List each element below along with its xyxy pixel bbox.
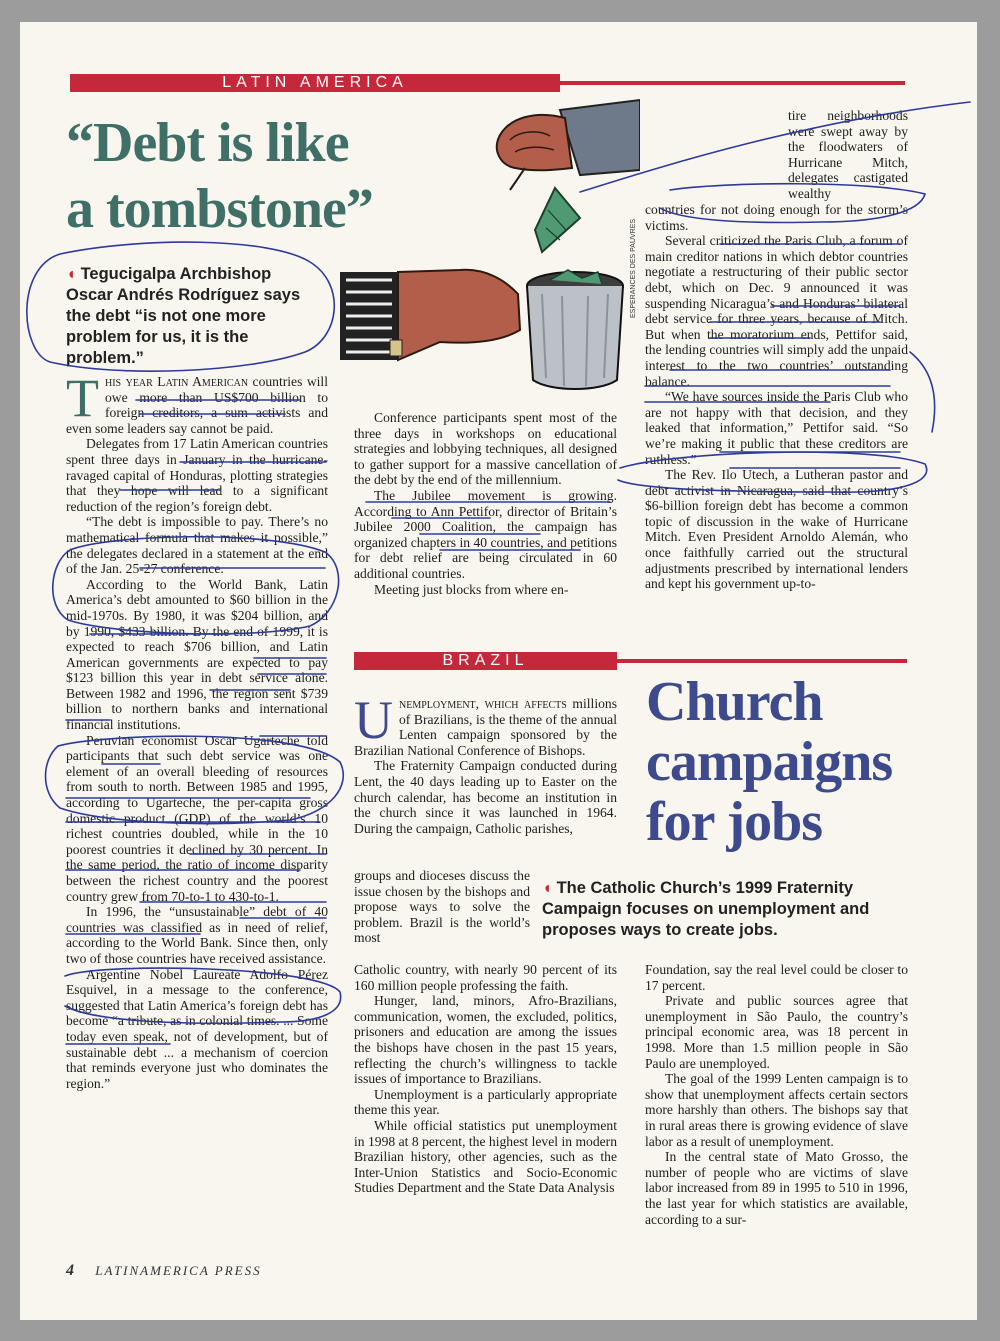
paragraph: In the central state of Mato Grosso, the number of people who are victims of slave labor increased from 89 in 1995 to 510 in 1996, the last year for which statistics are available, according to a sur-: [645, 1149, 908, 1227]
paragraph: The Fraternity Campaign conducted during Lent, the 40 days leading up to Easter on the church calendar, has become an institution in the church since it was launched in 1964. During the campaign, Catholic parishes,: [354, 758, 617, 836]
latin-column-3-top: [788, 108, 908, 202]
paragraph: Catholic country, with nearly 90 percent of its 160 million people professing the faith.: [354, 962, 617, 993]
paragraph: Meeting just blocks from where en-: [374, 581, 569, 597]
lower-hand-icon: [340, 270, 520, 360]
paragraph: Delegates from 17 Latin American countries spent three days in January in the hurricane-ravaged capital of Honduras, plotting strategies that they hope will lead to a significant reduction of the region’s foreign debt.: [66, 436, 328, 514]
paragraph: Hunger, land, minors, Afro-Brazilians, communication, women, the excluded, politics, prisoners and education are among the issues the bishops have chosen in the past 15 years, reflecting the church’s willingness to tackle issues of importance to Brazilians.: [354, 993, 617, 1087]
paragraph: tire neighborhoods were swept away by the floodwaters of Hurricane Mitch, delegates castigated wealthy: [788, 108, 908, 201]
lead-smallcaps: his year Latin American: [105, 374, 249, 389]
dropcap: U: [354, 690, 393, 750]
latin-column-2: [354, 410, 617, 597]
paragraph: Private and public sources agree that unemployment in São Paulo, the country’s principal economic area, was 18 percent in 1998. More than 1.5 million people in São Paulo are unemployed.: [645, 993, 908, 1071]
section-band-latin-america: LATIN AMERICA: [70, 74, 560, 92]
lead-smallcaps: nemployment, which affects: [399, 696, 567, 711]
section-rule: [617, 659, 907, 663]
dek-text: Tegucigalpa Archbishop Oscar Andrés Rodríguez says the debt “is not one more problem for us, it is the problem.”: [66, 265, 301, 367]
ink-bracket-right: [910, 352, 935, 432]
publication-name: LATINAMERICA PRESS: [95, 1263, 262, 1278]
latin-column-1: [66, 368, 328, 1091]
headline-line-2: campaigns: [646, 731, 893, 793]
lead-paragraph: [354, 690, 617, 758]
dek-latin-america: [66, 264, 306, 369]
illustration-credit: ESPERANCES DES PAUVRES: [630, 218, 637, 318]
lead-rest: millions of Brazilians, is the theme of the annual Lenten campaign sponsored by the Brazilian National Conference of Bishops.: [354, 696, 617, 758]
page: [20, 22, 977, 1320]
paragraph: countries for not doing enough for the storm’s victims.: [645, 202, 908, 233]
brazil-column-right: [645, 962, 908, 1227]
paragraph: Conference participants spent most of the three days in workshops on educational strategies and lobbying techniques, all designed to gather support for a massive cancellation of the debt by the end of the millennium.: [354, 410, 617, 488]
paragraph: “We have sources inside the Paris Club who are not happy with that decision, and they leaked that information,” Pettifor said. “So we’re making it public that these creditors are ruthless.”: [645, 389, 908, 467]
brazil-column-mid: [354, 962, 617, 1196]
paragraph: In 1996, the “unsustainable” debt of 40 countries was classified as in need of relief, according to the World Bank. Since then, only two of those countries have received assistance.: [66, 904, 328, 966]
dek-text: The Catholic Church’s 1999 Fraternity Campaign focuses on unemployment and proposes ways to create jobs.: [542, 879, 870, 939]
page-footer: [66, 1262, 262, 1280]
section-band-brazil: BRAZIL: [354, 652, 617, 670]
headline-line-1: “Debt is like: [66, 112, 349, 174]
paragraph: The goal of the 1999 Lenten campaign is to show that unemployment affects certain sectors more harshly than others. The bishops say that in rural areas there is growing evidence of slave labor as a result of unemployment.: [645, 1071, 908, 1149]
dropcap: T: [66, 368, 99, 428]
bullet-icon: ◖: [542, 879, 557, 897]
paragraph: The Jubilee movement is growing. According to Ann Pettifor, director of Britain’s Jubilee 2000 Coalition, the campaign has organized chapters in 40 countries, and petitions for debt relief are being circulated in 60 additional countries.: [354, 487, 617, 581]
page-number: 4: [66, 1262, 76, 1279]
paragraph: According to the World Bank, Latin America’s debt amounted to $60 billion in the mid-1970s. By 1980, it was $204 billion, and by 1990, $433 billion. By the end of 1999, it is expected to reach $706 billion, and Latin American governments are expected to pay $123 billion this year in debt service alone. Between 1982 and 1996, the region sent $739 billion to northern banks and international financial institutions.: [66, 576, 328, 733]
paragraph: Peruvian economist Oscar Ugarteche told participants that such debt service was one element of an overall bleeding of resources from south to north. Between 1985 and 1995, according to Ugarteche, the per-capita gross domestic product (GDP) of the world’s 10 richest countries doubled, while in the 10 poorest countries it declined by 30 percent. In the same period, the ratio of income disparity between the richest country and the poorest country grew from 70-to-1 to 430-to-1.: [66, 732, 328, 904]
illustration-hands-cup: [310, 80, 640, 390]
latin-column-3: [645, 202, 908, 592]
headline-line-2: a tombstone”: [66, 178, 373, 240]
paragraph: “The debt is impossible to pay. There’s no mathematical formula that makes it possible,” the delegates declared in a statement at the end of the Jan. 25-27 conference.: [66, 514, 328, 577]
paragraph: Foundation, say the real level could be closer to 17 percent.: [645, 962, 908, 993]
paragraph: Argentine Nobel Laureate Adolfo Pérez Esquivel, in a message to the conference, suggested that Latin America’s foreign debt has become “a tribute, as in colonial times. ... Some today even speak, not of development, but of sustainable debt ... a mechanism of coercion that reminds everyone just who dominates the region.”: [66, 966, 328, 1091]
tin-cup-icon: [527, 270, 623, 389]
money-note-icon: [535, 188, 580, 252]
brazil-column-intro: [354, 690, 617, 836]
headline-church-campaigns: [646, 672, 892, 852]
paragraph: Unemployment is a particularly appropriate theme this year.: [354, 1086, 617, 1118]
upper-hand-icon: [497, 100, 640, 190]
lead-rest: countries will owe more than US$700 billion to foreign creditors, a sum activists and even some leaders say cannot be paid.: [66, 374, 328, 436]
lead-paragraph: [66, 368, 328, 436]
bullet-icon: ◖: [66, 265, 81, 283]
headline-line-1: Church: [646, 671, 823, 733]
paragraph: groups and dioceses discuss the issue chosen by the bishops and propose ways to solve the problem. Brazil is the world’s most: [354, 868, 530, 946]
headline-line-3: for jobs: [646, 791, 823, 853]
paragraph: Several criticized the Paris Club, a forum of main creditor nations in which debtor countries negotiate a restructuring of their public sector debt, which on Dec. 9 announced it was suspending Nicaragua’s and Honduras’ bilateral debt service for three years, because of Mitch. But when the moratorium ends, Pettifor said, the lending countries will simply add the unpaid interest to the two countries’ outstanding balance.: [645, 233, 908, 389]
brazil-column-narrow: [354, 868, 530, 946]
paragraph: The Rev. Ilo Utech, a Lutheran pastor and debt activist in Nicaragua, said that country’s $6-billion foreign debt has become a common topic of discussion in the wake of Hurricane Mitch. Even President Arnoldo Alemán, who once faithfully carried out the structural adjustments prescribed by international lenders and kept his government up-to-: [645, 467, 908, 592]
paragraph: While official statistics put unemployment in 1998 at 8 percent, the highest level in modern Brazilian history, other agencies, such as the Inter-Union Statistics and Socio-Economic Studies Department and the State Data Analysis: [354, 1117, 617, 1196]
dek-brazil: [542, 878, 907, 941]
